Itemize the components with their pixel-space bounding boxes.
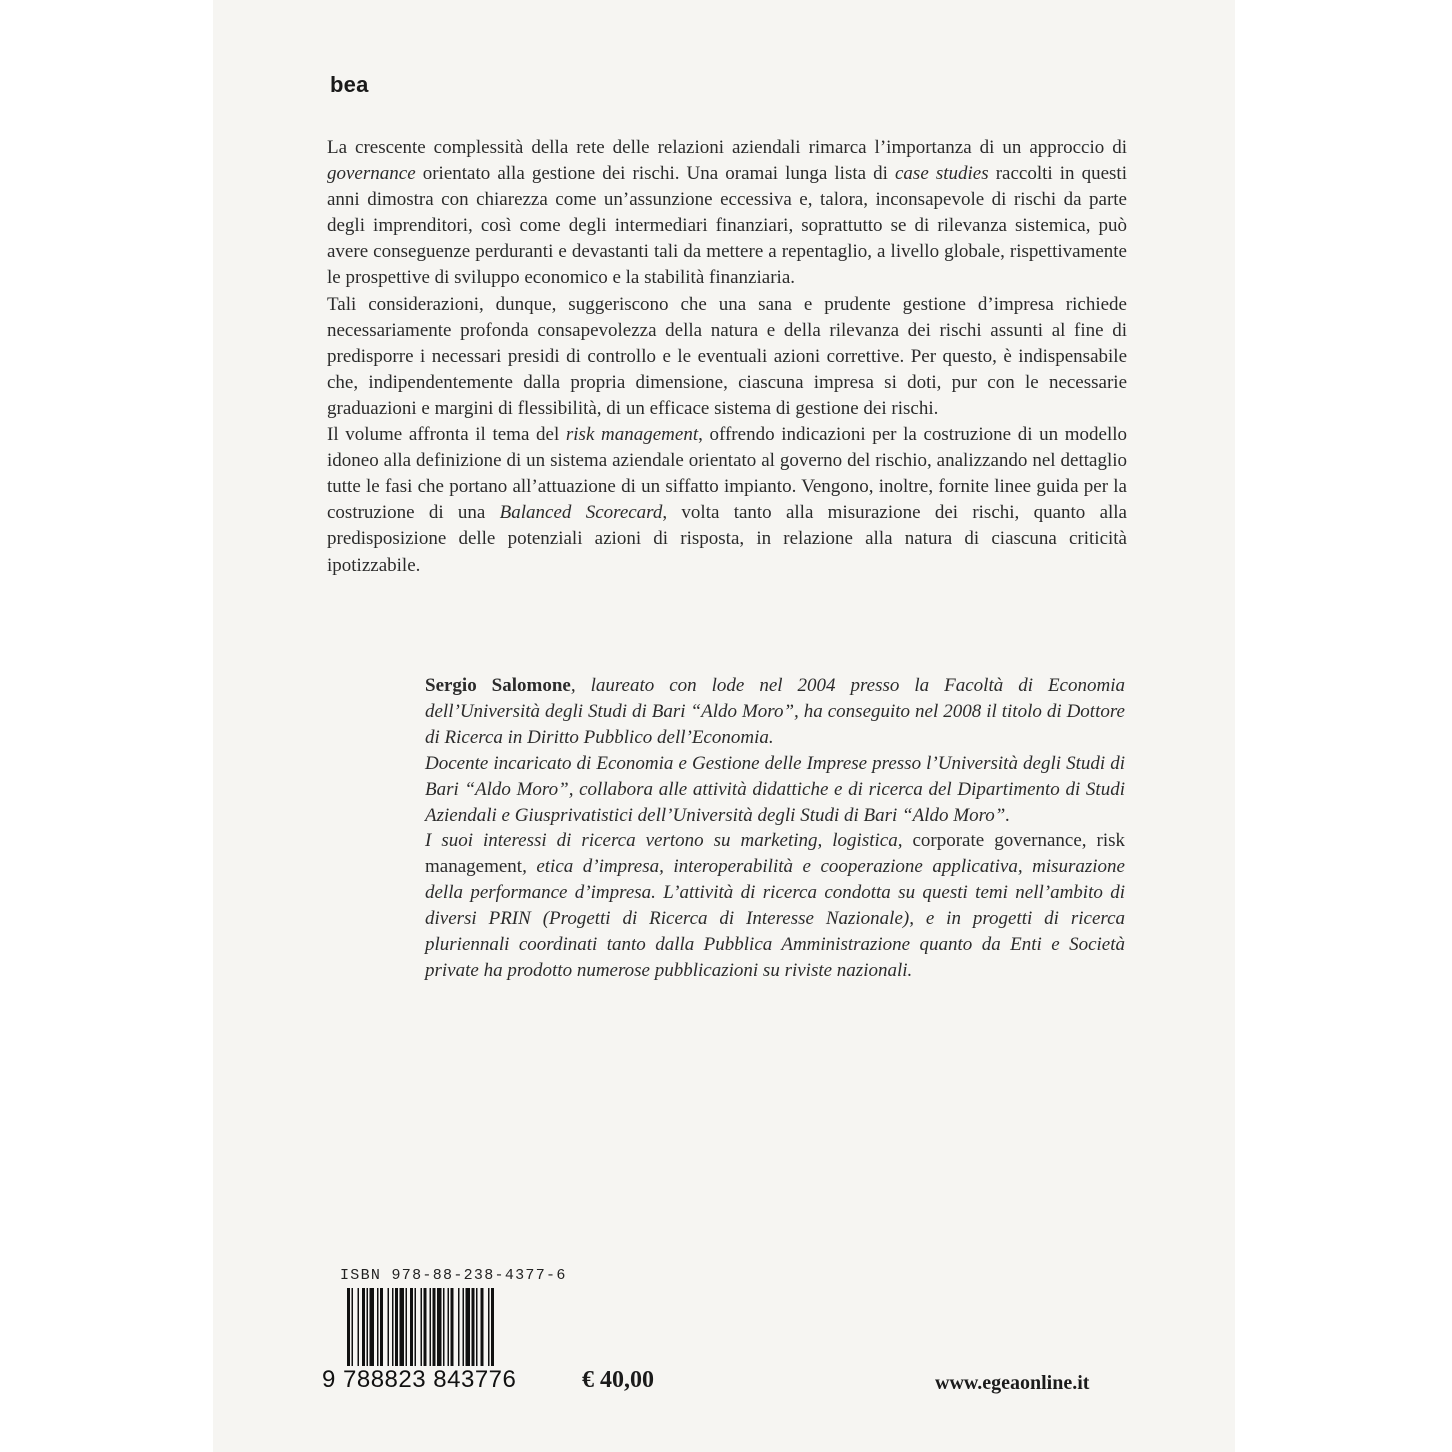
author-bio [425, 673, 1125, 984]
blurb-paragraph-2: Tali considerazioni, dunque, suggeriscono che una sana e prudente gestione d’impresa richiede necessariamente profonda consapevolezza della natura e della rilevanza dei rischi assunti al fine di predisporre i necessari presidi di controllo e le eventuali azioni correttive. Per questo, è indispensabile che, indipendentemente dalla propria dimensione, ciascuna impresa si doti, pur con le necessarie graduazioni e margini di flessibilità, di un efficace sistema di gestione dei rischi. [327, 293, 1127, 419]
publisher-logo: bea [330, 72, 369, 97]
book-blurb [327, 135, 1127, 579]
publisher-website: www.egeaonline.it [935, 1372, 1090, 1394]
bio-paragraph-2: Docente incaricato di Economia e Gestione delle Imprese presso l’Università degli Studi di Bari “Aldo Moro”, collabora alle attività didattiche e di ricerca del Dipartimento di Studi Aziendali e Giusprivatistici dell’Università degli Studi di Bari “Aldo Moro”. [425, 752, 1125, 826]
price: € 40,00 [582, 1367, 654, 1393]
blurb-paragraph-3: Il volume affronta il tema del risk management, offrendo indicazioni per la costruzione di un modello idoneo alla definizione di un sistema aziendale orientato al governo del rischio, analizzando nel dettaglio tutte le fasi che portano all’attuazione di un siffatto impianto. Vengono, inoltre, fornite linee guida per la costruzione di una Balanced Scorecard, volta tanto alla misurazione dei rischi, quanto alla predisposizione delle potenziali azioni di risposta, in relazione alla natura di ciascuna criticità ipotizzabile. [327, 424, 1128, 576]
barcode-digits: 9 788823 843776 [322, 1366, 517, 1393]
isbn-label: ISBN 978-88-238-4377-6 [340, 1267, 567, 1284]
bio-paragraph-1: Sergio Salomone, laureato con lode nel 2004 presso la Facoltà di Economia dell’Università degli Studi di Bari “Aldo Moro”, ha conseguito nel 2008 il titolo di Dottore di Ricerca in Diritto Pubblico dell’Economia. [425, 675, 1125, 748]
author-name: Sergio Salomone [425, 675, 571, 696]
blurb-paragraph-1: La crescente complessità della rete delle relazioni aziendali rimarca l’importanza di un approccio di governance orientato alla gestione dei rischi. Una oramai lunga lista di case studies raccolti in questi anni dimostra con chiarezza come un’assunzione eccessiva e, talora, inconsapevole di rischi da parte degli imprenditori, così come degli intermediari finanziari, soprattutto se di rilevanza sistemica, può avere conseguenze perduranti e devastanti tali da mettere a repentaglio, a livello globale, rispettivamente le prospettive di sviluppo economico e la stabilità finanziaria. [327, 137, 1127, 289]
bio-paragraph-3: I suoi interessi di ricerca vertono su marketing, logistica, corporate governance, risk management, etica d’impresa, interoperabilità e cooperazione applicativa, misurazione della performance d’impresa. L’attività di ricerca condotta su questi temi nell’ambito di diversi PRIN (Progetti di Ricerca di Interesse Nazionale), e in progetti di ricerca pluriennali coordinati tanto dalla Pubblica Amministrazione quanto da Enti e Società private ha prodotto numerose pubblicazioni su riviste nazionali. [425, 830, 1125, 981]
